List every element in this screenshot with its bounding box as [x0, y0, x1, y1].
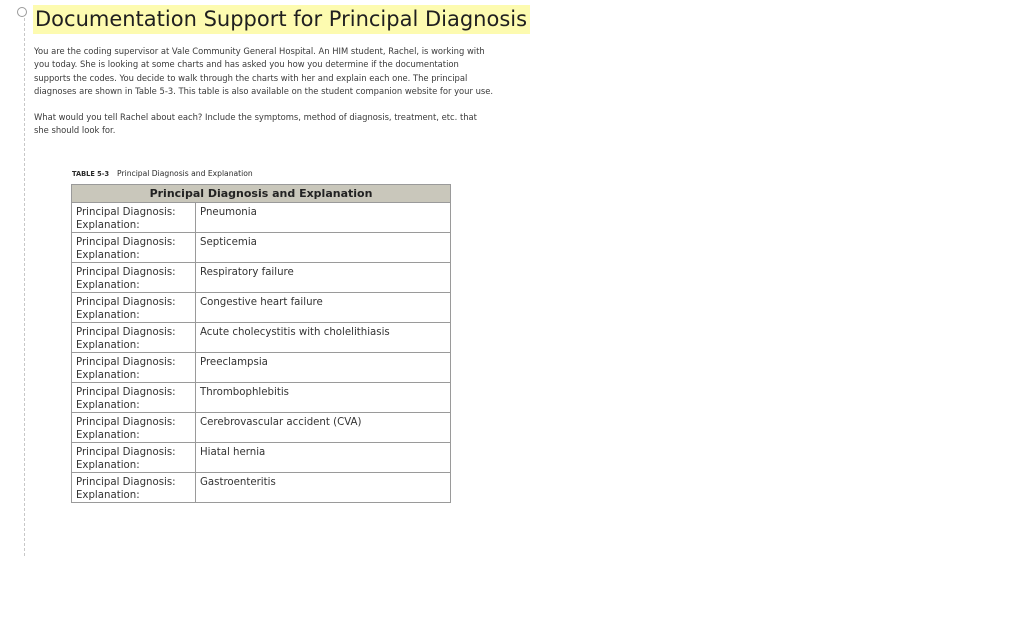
explanation-label: Explanation:: [76, 400, 140, 411]
table-header: Principal Diagnosis and Explanation: [72, 185, 451, 203]
diagnosis-cell: Thrombophlebitis: [196, 383, 451, 413]
diagnosis-cell: Gastroenteritis: [196, 473, 451, 503]
explanation-label: Explanation:: [76, 220, 140, 231]
table-row: [72, 203, 451, 233]
row-labels: [72, 443, 196, 473]
table-caption-text: Principal Diagnosis and Explanation: [117, 169, 253, 178]
table-row: [72, 383, 451, 413]
principal-diagnosis-label: Principal Diagnosis:: [76, 477, 176, 488]
principal-diagnosis-label: Principal Diagnosis:: [76, 327, 176, 338]
explanation-label: Explanation:: [76, 490, 140, 501]
row-labels: [72, 353, 196, 383]
table-caption: [72, 169, 253, 178]
explanation-label: Explanation:: [76, 340, 140, 351]
table-row: [72, 413, 451, 443]
explanation-label: Explanation:: [76, 250, 140, 261]
principal-diagnosis-label: Principal Diagnosis:: [76, 207, 176, 218]
principal-diagnosis-label: Principal Diagnosis:: [76, 417, 176, 428]
table-row: [72, 293, 451, 323]
row-labels: [72, 263, 196, 293]
explanation-label: Explanation:: [76, 310, 140, 321]
principal-diagnosis-label: Principal Diagnosis:: [76, 297, 176, 308]
table-row: [72, 323, 451, 353]
table-row: [72, 263, 451, 293]
principal-diagnosis-label: Principal Diagnosis:: [76, 237, 176, 248]
table-row: [72, 473, 451, 503]
row-labels: [72, 203, 196, 233]
diagnosis-cell: Preeclampsia: [196, 353, 451, 383]
table-caption-tag: TABLE 5-3: [72, 170, 110, 178]
explanation-label: Explanation:: [76, 370, 140, 381]
row-labels: [72, 293, 196, 323]
principal-diagnosis-label: Principal Diagnosis:: [76, 447, 176, 458]
principal-diagnosis-label: Principal Diagnosis:: [76, 267, 176, 278]
intro-paragraph: You are the coding supervisor at Vale Community General Hospital. An HIM student, Rachel, is working with you today. She is looking at some charts and has asked you how you determine if the documentation supports the codes. You decide to walk through the charts with her and explain each one. The principal diagnoses are shown in Table 5-3. This table is also available on the student companion website for your use.: [34, 46, 494, 97]
diagnosis-cell: Acute cholecystitis with cholelithiasis: [196, 323, 451, 353]
row-labels: [72, 233, 196, 263]
principal-diagnosis-label: Principal Diagnosis:: [76, 357, 176, 368]
question-paragraph: What would you tell Rachel about each? Include the symptoms, method of diagnosis, treatment, etc. that she should look for.: [34, 112, 477, 136]
table-row: [72, 233, 451, 263]
row-labels: [72, 473, 196, 503]
outline-guide-line: [24, 8, 25, 556]
row-labels: [72, 383, 196, 413]
outline-bullet-icon[interactable]: [17, 7, 27, 17]
explanation-label: Explanation:: [76, 430, 140, 441]
explanation-label: Explanation:: [76, 460, 140, 471]
row-labels: [72, 413, 196, 443]
table-row: [72, 353, 451, 383]
page-title: Documentation Support for Principal Diagnosis: [33, 5, 530, 34]
table-row: [72, 443, 451, 473]
diagnosis-cell: Pneumonia: [196, 203, 451, 233]
principal-diagnosis-label: Principal Diagnosis:: [76, 387, 176, 398]
table-header-row: [72, 185, 451, 203]
diagnosis-cell: Respiratory failure: [196, 263, 451, 293]
diagnosis-cell: Hiatal hernia: [196, 443, 451, 473]
row-labels: [72, 323, 196, 353]
explanation-label: Explanation:: [76, 280, 140, 291]
principal-diagnosis-table: [71, 184, 451, 503]
diagnosis-cell: Cerebrovascular accident (CVA): [196, 413, 451, 443]
diagnosis-cell: Septicemia: [196, 233, 451, 263]
diagnosis-cell: Congestive heart failure: [196, 293, 451, 323]
